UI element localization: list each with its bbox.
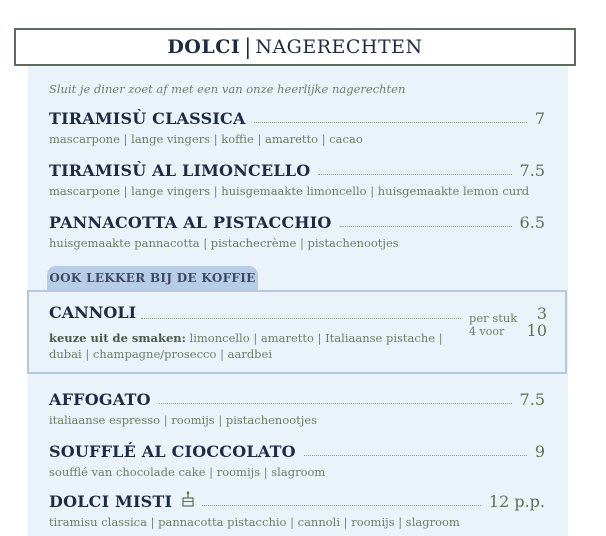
header-title: DOLCI xyxy=(167,36,241,58)
dot-leader xyxy=(340,226,512,227)
dot-leader xyxy=(318,174,511,175)
item-description: italiaanse espresso | roomijs | pistachenootjes xyxy=(49,413,318,427)
menu-item xyxy=(49,489,545,529)
dot-leader xyxy=(254,122,527,123)
dot-leader xyxy=(141,318,461,319)
item-description xyxy=(49,330,454,362)
cake-icon xyxy=(182,491,194,511)
price-single: 3 xyxy=(536,304,547,323)
item-name: DOLCI MISTI xyxy=(49,492,173,511)
item-description: mascarpone | lange vingers | koffie | amaretto | cacao xyxy=(49,132,363,146)
item-name: CANNOLI xyxy=(49,303,137,322)
item-price: 7 xyxy=(534,109,545,128)
item-name: PANNACOTTA AL PISTACCHIO xyxy=(49,213,332,232)
header-separator: | xyxy=(244,35,252,59)
flavours-label: keuze uit de smaken: xyxy=(49,331,186,345)
intro-text: Sluit je diner zoet af met een van onze heerlijke nagerechten xyxy=(49,82,406,96)
menu-item xyxy=(49,106,545,146)
item-price: 9 xyxy=(534,442,545,461)
menu-item xyxy=(49,387,545,427)
item-description: tiramisu classica | pannacotta pistacchio | cannoli | roomijs | slagroom xyxy=(49,515,460,529)
header-subtitle: NAGERECHTEN xyxy=(255,36,423,58)
item-name: SOUFFLÉ AL CIOCCOLATO xyxy=(49,442,296,461)
coffee-badge: OOK LEKKER BIJ DE KOFFIE xyxy=(47,266,258,290)
dot-leader xyxy=(304,455,527,456)
item-price: 7.5 xyxy=(519,390,545,409)
menu-item xyxy=(49,158,545,198)
item-price: 12 p.p. xyxy=(488,492,545,511)
cannoli-box xyxy=(27,290,567,374)
item-name: TIRAMISÙ CLASSICA xyxy=(49,109,246,128)
menu-item xyxy=(49,439,545,479)
unit-label-single: per stuk xyxy=(469,311,518,325)
item-description: soufflé van chocolade cake | roomijs | slagroom xyxy=(49,465,326,479)
dot-leader xyxy=(159,403,512,404)
menu-item xyxy=(49,210,545,250)
flavours-list: limoncello | amaretto | Italiaanse pistache | dubai | champagne/prosecco | aardbei xyxy=(49,331,443,361)
item-description: mascarpone | lange vingers | huisgemaakte limoncello | huisgemaakte lemon curd xyxy=(49,184,530,198)
item-description: huisgemaakte pannacotta | pistachecrème | pistachenootjes xyxy=(49,236,399,250)
item-price: 6.5 xyxy=(519,213,545,232)
item-name: AFFOGATO xyxy=(49,390,151,409)
menu-header xyxy=(14,28,576,66)
dot-leader xyxy=(202,505,481,506)
price-bundle: 10 xyxy=(526,321,547,340)
item-name: TIRAMISÙ AL LIMONCELLO xyxy=(49,161,311,180)
item-price: 7.5 xyxy=(519,161,545,180)
unit-label-bundle: 4 voor xyxy=(469,325,505,338)
